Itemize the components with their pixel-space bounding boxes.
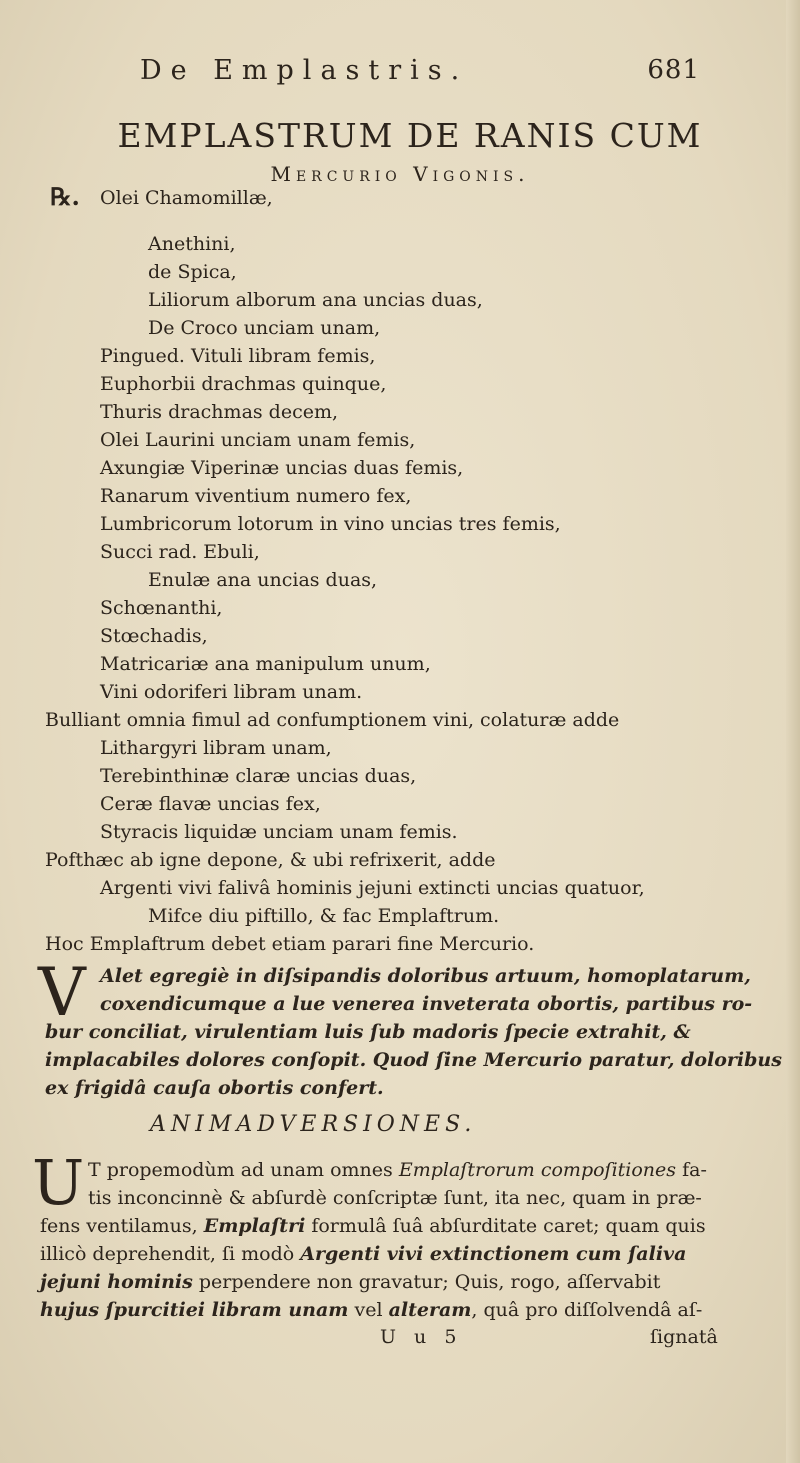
commentary-line: illicò deprehendit, ſi modò Argenti vivi extinctionem cum ſaliva [40, 1243, 687, 1265]
instruction-line: Hoc Emplaftrum debet etiam parari fine Mercurio. [45, 933, 535, 955]
running-header-title: De Emplastris. [140, 55, 469, 86]
ingredient-line: Lithargyri libram unam, [100, 737, 332, 759]
signature-mark: U u 5 [380, 1326, 463, 1348]
ingredient-line: Olei Laurini unciam unam femis, [100, 429, 416, 451]
ingredient-line: de Spica, [148, 261, 237, 283]
commentary-line: fens ventilamus, Emplaſtri formulâ ſuâ abſurditate caret; quam quis [40, 1215, 706, 1237]
usage-dropcap: V [38, 954, 86, 1031]
recipe-subtitle: Mercurio Vigonis. [270, 162, 530, 186]
usage-line: coxendicumque a lue venerea inveterata obortis, partibus ro- [100, 993, 753, 1015]
ingredient-line: Matricariæ ana manipulum unum, [100, 653, 431, 675]
recipe-symbol: ℞. [50, 182, 80, 211]
ingredient-line: Olei Chamomillæ, [100, 187, 273, 209]
instruction-line: Bulliant omnia fimul ad confumptionem vini, colaturæ adde [45, 709, 620, 731]
usage-line: implacabiles dolores conſopit. Quod ſine Mercurio paratur, doloribus [45, 1049, 782, 1071]
ingredient-line: Ceræ flavæ uncias fex, [100, 793, 321, 815]
commentary-line: jejuni hominis perpendere non gravatur; Quis, rogo, aſſervabit [40, 1271, 661, 1293]
recipe-title: EMPLASTRUM DE RANIS CUM [117, 116, 703, 155]
instruction-line: Pofthæc ab igne depone, & ubi refrixerit, adde [45, 849, 496, 871]
ingredient-line: De Croco unciam unam, [148, 317, 381, 339]
commentary-dropcap: U [32, 1146, 85, 1219]
usage-line: ex frigidâ cauſa obortis confert. [45, 1077, 384, 1099]
ingredient-line: Liliorum alborum ana uncias duas, [148, 289, 483, 311]
catchword: ſignatâ [650, 1326, 718, 1348]
ingredient-line: Enulæ ana uncias duas, [148, 569, 378, 591]
instruction-line: Mifce diu piftillo, & fac Emplaftrum. [148, 905, 500, 927]
ingredient-line: Pingued. Vituli libram femis, [100, 345, 376, 367]
page-edge [786, 0, 800, 1463]
ingredient-line: Euphorbii drachmas quinque, [100, 373, 387, 395]
ingredient-line: Axungiæ Viperinæ uncias duas femis, [100, 457, 464, 479]
ingredient-line: Lumbricorum lotorum in vino uncias tres femis, [100, 513, 561, 535]
ingredient-line: Ranarum viventium numero fex, [100, 485, 412, 507]
ingredient-line: Schœnanthi, [100, 597, 223, 619]
running-header [140, 55, 700, 86]
commentary-line: tis inconcinnè & abſurdè conſcriptæ ſunt, ita nec, quam in præ- [88, 1187, 702, 1209]
ingredient-line: Anethini, [148, 233, 236, 255]
usage-line: bur conciliat, virulentiam luis ſub madoris ſpecie extrahit, & [45, 1021, 691, 1043]
commentary-line: T propemodùm ad unam omnes Emplaſtrorum compoſitiones fa- [88, 1159, 707, 1181]
commentary-line: hujus ſpurcitiei libram unam vel alteram, quâ pro diſſolvendâ aſ- [40, 1299, 703, 1321]
animadversiones-heading: ANIMADVERSIONES. [150, 1112, 477, 1137]
ingredient-line: Stœchadis, [100, 625, 208, 647]
instruction-line: Argenti vivi falivâ hominis jejuni extincti uncias quatuor, [100, 877, 645, 899]
ingredient-line: Terebinthinæ claræ uncias duas, [100, 765, 417, 787]
page-number: 681 [647, 55, 700, 85]
ingredient-line: Thuris drachmas decem, [100, 401, 339, 423]
ingredient-line: Vini odoriferi libram unam. [100, 681, 363, 703]
ingredient-line: Succi rad. Ebuli, [100, 541, 260, 563]
ingredient-line: Styracis liquidæ unciam unam femis. [100, 821, 458, 843]
usage-line: Alet egregiè in diſsipandis doloribus artuum, homoplatarum, [100, 965, 751, 987]
